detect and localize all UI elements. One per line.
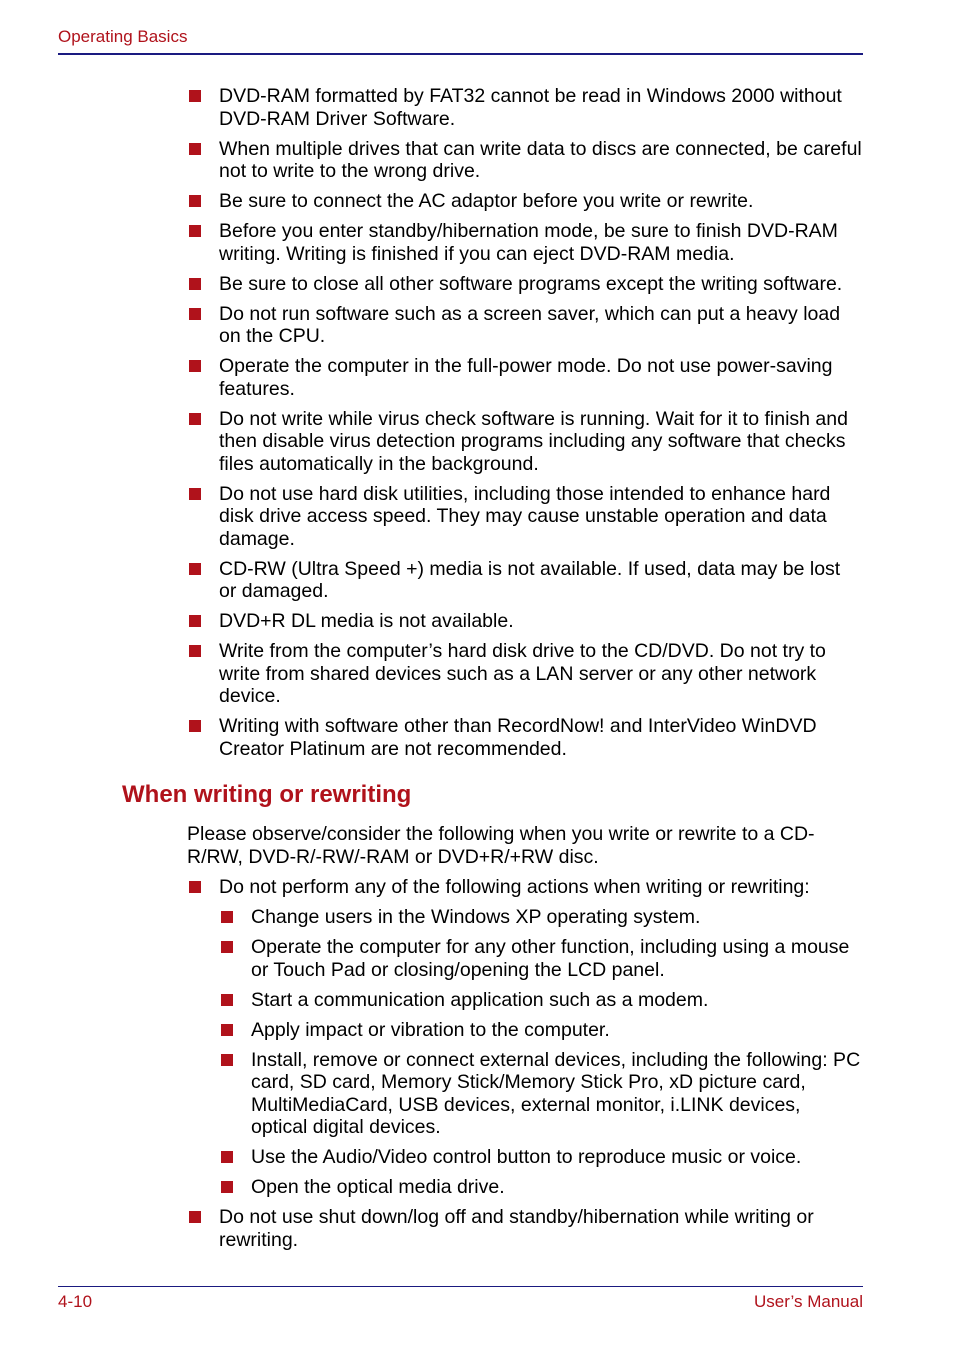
- list-item: Do not run software such as a screen saver, which can put a heavy load on the CPU.: [0, 303, 954, 348]
- bullet-square-icon: [189, 225, 201, 237]
- sub-list-item: Use the Audio/Video control button to reproduce music or voice.: [0, 1146, 954, 1169]
- list-item: Be sure to connect the AC adaptor before you write or rewrite.: [0, 190, 954, 213]
- list-item: CD-RW (Ultra Speed +) media is not available. If used, data may be lost or damaged.: [0, 558, 954, 603]
- list-item: When multiple drives that can write data to discs are connected, be careful not to write to the wrong drive.: [0, 138, 954, 183]
- bullet-square-icon: [221, 911, 233, 923]
- sub-list-item: Install, remove or connect external devices, including the following: PC card, SD card, Memory Stick/Memory Stick Pro, xD picture card, MultiMediaCard, USB devices, external monitor, i.LINK devices, optical digital devices.: [0, 1049, 954, 1139]
- sub-list-item: Start a communication application such as a modem.: [0, 989, 954, 1012]
- bullet-square-icon: [189, 488, 201, 500]
- sub-list-item: Change users in the Windows XP operating system.: [0, 906, 954, 929]
- list-item: DVD+R DL media is not available.: [0, 610, 954, 633]
- header-rule: [58, 53, 863, 55]
- running-header: Operating Basics: [58, 27, 188, 46]
- writing-rules-list: [0, 876, 954, 1251]
- bullet-square-icon: [221, 1024, 233, 1036]
- manual-title: User’s Manual: [754, 1292, 863, 1311]
- bullet-square-icon: [189, 308, 201, 320]
- bullet-square-icon: [221, 941, 233, 953]
- sub-list-item: Apply impact or vibration to the computer.: [0, 1019, 954, 1042]
- footer-rule: [58, 1286, 863, 1287]
- section-heading: When writing or rewriting: [122, 781, 412, 808]
- bullet-square-icon: [189, 143, 201, 155]
- section-intro: Please observe/consider the following when you write or rewrite to a CD-R/RW, DVD-R/-RW/-RAM or DVD+R/+RW disc.: [187, 823, 815, 868]
- list-item: Operate the computer in the full-power mode. Do not use power-saving features.: [0, 355, 954, 400]
- bullet-square-icon: [189, 195, 201, 207]
- list-item: Writing with software other than RecordNow! and InterVideo WinDVD Creator Platinum are not recommended.: [0, 715, 954, 760]
- sub-list-item: Open the optical media drive.: [0, 1176, 954, 1199]
- list-item: Be sure to close all other software programs except the writing software.: [0, 273, 954, 296]
- list-item: Do not write while virus check software is running. Wait for it to finish and then disable virus detection programs including any software that checks files automatically in the background.: [0, 408, 954, 476]
- bullet-square-icon: [189, 720, 201, 732]
- list-item: DVD-RAM formatted by FAT32 cannot be read in Windows 2000 without DVD-RAM Driver Software.: [0, 85, 954, 130]
- precautions-list: [0, 85, 954, 760]
- bullet-square-icon: [221, 1054, 233, 1066]
- sub-list-item: Operate the computer for any other function, including using a mouse or Touch Pad or closing/opening the LCD panel.: [0, 936, 954, 981]
- bullet-square-icon: [189, 615, 201, 627]
- bullet-square-icon: [221, 994, 233, 1006]
- bullet-square-icon: [189, 1211, 201, 1223]
- bullet-square-icon: [189, 881, 201, 893]
- bullet-square-icon: [189, 645, 201, 657]
- page-number: 4-10: [58, 1292, 93, 1311]
- list-item: Do not perform any of the following actions when writing or rewriting:: [0, 876, 954, 899]
- bullet-square-icon: [189, 278, 201, 290]
- list-item: Before you enter standby/hibernation mode, be sure to finish DVD-RAM writing. Writing is finished if you can eject DVD-RAM media.: [0, 220, 954, 265]
- list-item: Write from the computer’s hard disk drive to the CD/DVD. Do not try to write from shared devices such as a LAN server or any other network device.: [0, 640, 954, 708]
- bullet-square-icon: [221, 1151, 233, 1163]
- list-item: Do not use shut down/log off and standby/hibernation while writing or rewriting.: [0, 1206, 954, 1251]
- bullet-square-icon: [189, 563, 201, 575]
- bullet-square-icon: [189, 90, 201, 102]
- bullet-square-icon: [221, 1181, 233, 1193]
- list-item: Do not use hard disk utilities, including those intended to enhance hard disk drive access speed. They may cause unstable operation and data damage.: [0, 483, 954, 551]
- bullet-square-icon: [189, 360, 201, 372]
- bullet-square-icon: [189, 413, 201, 425]
- page-content: [0, 85, 954, 1259]
